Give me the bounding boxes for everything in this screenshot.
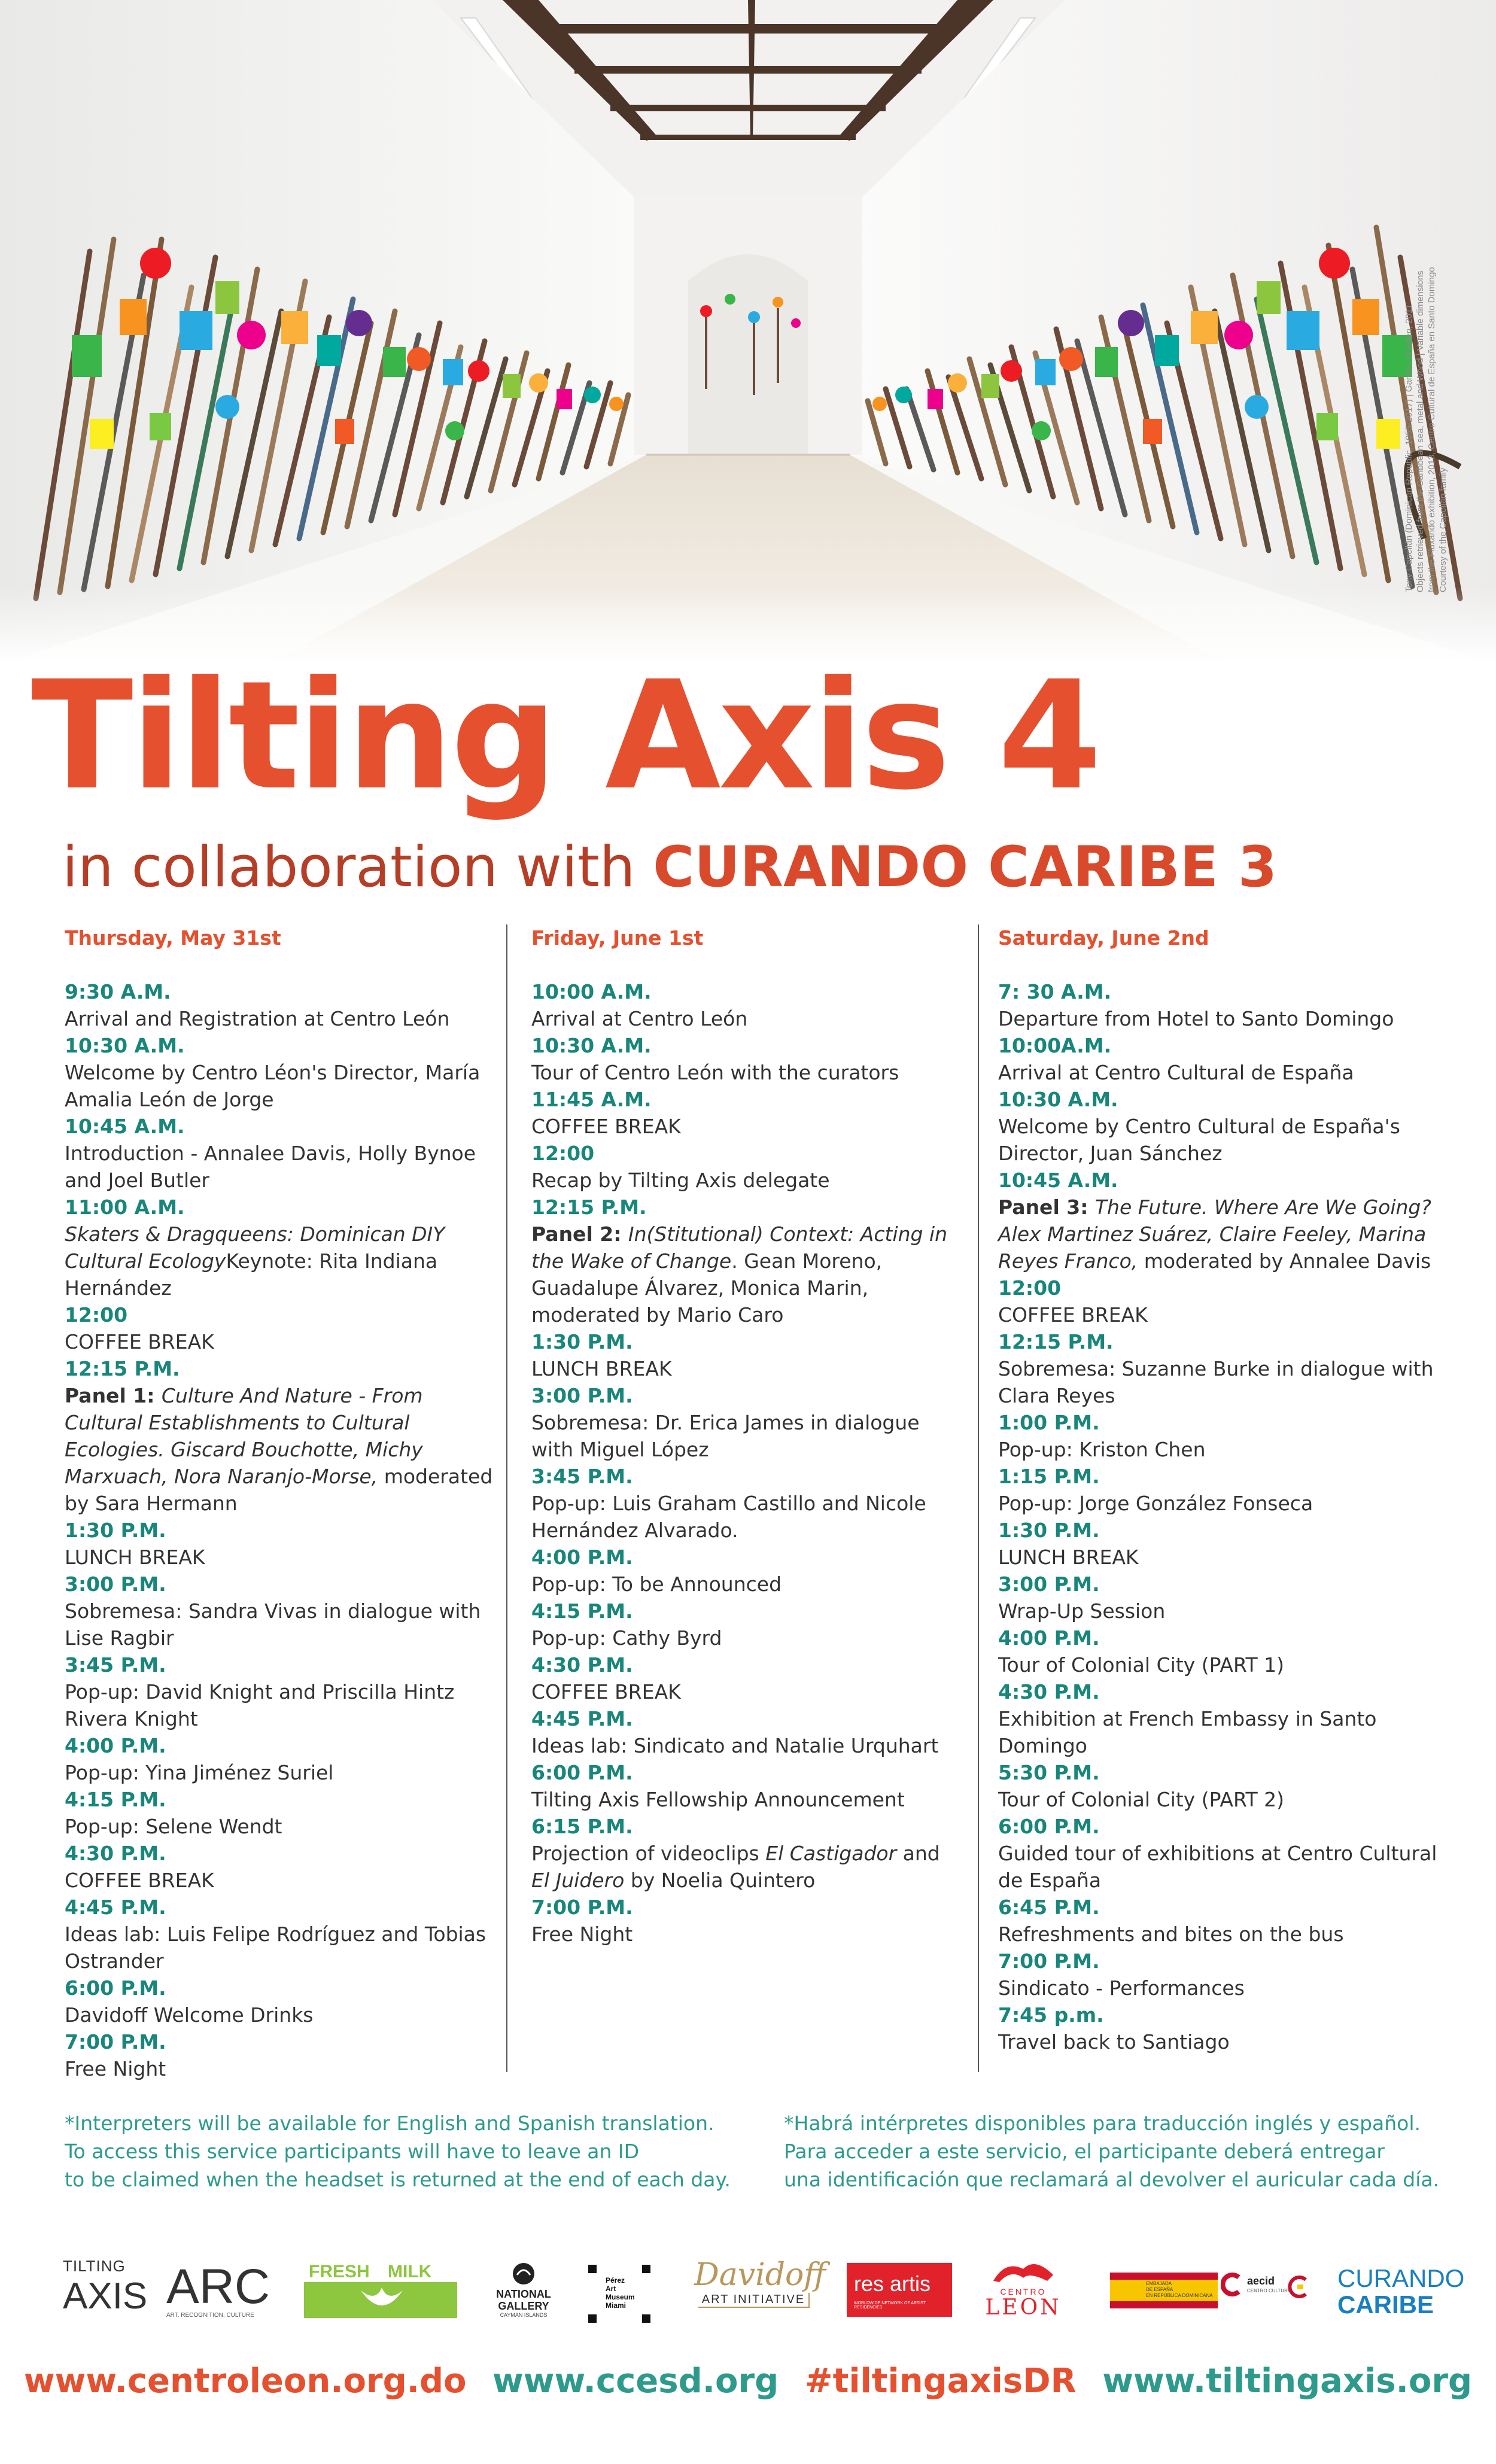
entry-description [998,1651,1441,1678]
entry-time: 10:30 A.M. [531,1034,652,1057]
entry-text: Pop-up: Yina Jiménez Suriel [65,1761,334,1784]
schedule-entry [65,1517,495,1571]
schedule-entry [998,1678,1441,1759]
entry-description [998,1544,1441,1571]
entry-time: 3:00 P.M. [531,1384,633,1407]
photo-credit [1403,54,1448,592]
photo-credit-line: from the Fluxando exhibition, 2013, Centro Cultural de España en Santo Domingo [1427,267,1437,592]
hero-photo [0,0,1496,664]
entry-text: Ideas lab: Luis Felipe Rodríguez and Tobias Ostrander [65,1922,486,1973]
lion-icon [987,2257,1059,2284]
entry-text: Free Night [65,2057,166,2080]
schedule-entry [531,1544,950,1598]
schedule-entry [998,1813,1441,1894]
logo-text: aecid [1247,2275,1275,2287]
entry-description [531,1059,950,1086]
entry-text: Welcome by Centro Léon's Director, María Amalia León de Jorge [65,1061,481,1111]
entry-description [531,1786,950,1813]
entry-text: Recap by Tilting Axis delegate [531,1169,830,1192]
logo-text: CENTRO [1000,2287,1047,2296]
entry-title: El Castigador [765,1842,897,1865]
entry-description [65,1328,495,1355]
entry-description [998,1059,1441,1086]
entry-text: Pop-up: Jorge González Fonseca [998,1492,1313,1515]
logo-text: AXIS [63,2276,148,2317]
entry-description [65,1678,495,1732]
entry-text: COFFEE BREAK [531,1115,681,1138]
entry-description [65,1382,495,1517]
entry-time: 1:15 P.M. [998,1465,1100,1488]
entry-time: 4:00 P.M. [998,1626,1100,1650]
entry-description [65,1005,495,1032]
entry-time: 1:30 P.M. [65,1519,166,1542]
logo-text: ARC [166,2259,270,2314]
entry-time: 1:30 P.M. [998,1519,1100,1542]
entry-time: 12:00 [531,1142,595,1165]
hashtag-tiltingaxisdr[interactable]: #tiltingaxisDR [804,2362,1077,2401]
entry-text: Pop-up: Selene Wendt [65,1815,282,1838]
logo-text: Pérez [606,2276,625,2284]
subtitle-prefix: in collaboration with [62,835,653,900]
entry-title: Skaters & Dragqueens: Dominican DIY Cultural Ecology [65,1222,445,1273]
entry-description [998,1490,1441,1517]
link-tiltingaxis[interactable]: www.tiltingaxis.org [1102,2362,1473,2401]
entry-description [531,1840,950,1894]
interpreter-note-es [784,2109,1439,2194]
schedule-entry [65,1571,495,1651]
gallery-emblem-icon [510,2262,537,2286]
entry-title: The Future. Where Are We Going? Alex Martinez Suárez, Claire Feeley, Marina Reyes Franco, [998,1196,1431,1273]
logo-text: Museum [606,2293,635,2301]
entry-description [998,1705,1441,1759]
entry-description [998,1436,1441,1463]
link-centroleon[interactable]: www.centroleon.org.do [23,2362,467,2401]
tilting-axis-logo [63,2257,147,2329]
entry-text: Guided tour of exhibitions at Centro Cultural de España [998,1842,1437,1892]
logo-text: DE ESPAÑA [1146,2287,1173,2292]
entry-time: 6:00 P.M. [65,1976,166,2000]
res-artis-logo [847,2263,952,2317]
entry-time: 3:45 P.M. [531,1465,633,1488]
schedule-entry [531,1086,950,1140]
entry-description [65,1059,495,1113]
entry-description [998,1194,1441,1274]
entry-title: Culture And Nature - From Cultural Establishments to Cultural Ecologies. Giscard Bouchotte, Michy Marxuach, Nora Naranjo-Morse, [65,1384,423,1488]
entry-time: 12:15 P.M. [531,1196,647,1219]
schedule-entry [998,1032,1441,1086]
logo-text: WORLDWIDE NETWORK OF ARTIST RESIDENCIES [854,2301,926,2310]
entry-description [531,1732,950,1759]
schedule-entry [531,978,950,1032]
fresh-milk-logo [304,2262,457,2318]
flag-band [1110,2273,1218,2280]
entry-text: Sobremesa: Sandra Vivas in dialogue with Lise Ragbir [65,1599,481,1650]
entry-time: 1:00 P.M. [998,1411,1100,1434]
entry-text: Pop-up: Luis Graham Castillo and Nicole Hernández Alvarado. [531,1492,926,1542]
centro-leon-logo [975,2257,1071,2329]
entry-time: 11:45 A.M. [531,1088,652,1111]
panel-label: Panel 3: [998,1196,1095,1219]
logo-text: FRESH [309,2262,370,2282]
day-heading: Friday, June 1st [531,926,704,950]
schedule-entry [998,1409,1441,1463]
entry-text: Arrival and Registration at Centro León [65,1007,450,1030]
entry-description [531,1571,950,1598]
entry-text: COFFEE BREAK [65,1330,214,1353]
entry-text: Tour of Centro León with the curators [531,1061,899,1084]
note-line: Para acceder a este servicio, el participante deberá entregar [784,2140,1385,2163]
entry-description [65,2055,495,2082]
entry-time: 5:30 P.M. [998,1761,1100,1784]
day-heading: Thursday, May 31st [65,926,281,950]
entry-description [531,1625,950,1651]
logo-text: EMBAJADA [1146,2281,1172,2286]
schedule-entry [998,1086,1441,1167]
schedule-entry [531,1705,950,1759]
column-divider [978,924,979,2072]
link-ccesd[interactable]: www.ccesd.org [492,2362,779,2401]
logo-text: ART. RECOGNITION. CULTURE [166,2312,254,2319]
schedule-entry [998,2001,1441,2055]
schedule-entry [998,1571,1441,1625]
entry-description [65,1759,495,1786]
entry-description [998,1301,1441,1328]
schedule-entry [998,1948,1441,2001]
entry-description [531,1113,950,1140]
panel-label: Panel 1: [65,1384,162,1407]
entry-text: Sindicato - Performances [998,1976,1245,2000]
davidoff-logo [694,2257,826,2329]
entry-text: LUNCH BREAK [998,1546,1139,1569]
entry-text: Davidoff Welcome Drinks [65,2003,314,2027]
entry-time: 7:00 P.M. [65,2030,166,2054]
logo-text: Davidoff [694,2257,826,2293]
national-gallery-logo [485,2262,562,2328]
schedule-entry [531,1328,950,1382]
logo-text: CURANDO [1337,2264,1465,2292]
entry-time: 11:00 A.M. [65,1196,185,1219]
schedule-entry [998,1463,1441,1517]
entry-text: Tour of Colonial City (PART 1) [998,1653,1285,1677]
entry-description [531,1490,950,1544]
entry-text: LUNCH BREAK [65,1546,205,1569]
entry-text: Projection of videoclips [531,1842,766,1865]
entry-text: Exhibition at French Embassy in Santo Domingo [998,1707,1377,1757]
ccesd-mark-icon [1288,2275,1312,2299]
entry-time: 6:00 P.M. [998,1815,1100,1838]
day-heading: Saturday, June 2nd [998,926,1209,950]
spain-embassy-logo [1110,2273,1218,2308]
entry-text: Pop-up: To be Announced [531,1572,782,1596]
entry-text: Arrival at Centro León [531,1007,748,1030]
logo-text: res artis [854,2271,931,2296]
note-line: To access this service participants will have to leave an ID [65,2140,640,2163]
entry-time: 4:30 P.M. [998,1680,1100,1703]
entry-time: 6:45 P.M. [998,1896,1100,1919]
schedule-entry [65,1301,495,1355]
entry-text: . Gean Moreno, Guadalupe Álvarez, Monica Marin, moderated by Mario Caro [531,1249,883,1327]
entry-title: In(Stitutional) Context: Acting in the Wake of Change [531,1222,948,1273]
panel-label: Panel 2: [531,1222,628,1246]
entry-title: El Juidero [531,1869,625,1892]
logo-text: NATIONAL [496,2288,551,2300]
note-line: una identificación que reclamará al devolver el auricular cada día. [784,2168,1440,2191]
schedule-entry [65,1651,495,1732]
note-line: *Habrá intérpretes disponibles para traducción inglés y español. [784,2112,1421,2135]
entry-time: 10:00A.M. [998,1034,1112,1057]
entry-time: 6:00 P.M. [531,1761,633,1784]
entry-text: LUNCH BREAK [531,1357,672,1380]
entry-description [531,1005,950,1032]
note-line: to be claimed when the headset is returned at the end of each day. [65,2168,731,2191]
entry-time: 4:00 P.M. [531,1546,633,1569]
entry-text: COFFEE BREAK [531,1680,681,1703]
entry-text: Refreshments and bites on the bus [998,1922,1344,1946]
logo-text: Miami [606,2301,627,2310]
schedule-entry [65,1113,495,1194]
schedule-entry [998,1167,1441,1274]
entry-description [531,1221,950,1328]
entry-description [998,1921,1441,1948]
photo-credit-line: Objects retrieved from the Caribbean sea, metal and Wood | Variable dimensions [1415,270,1425,592]
photo-credit-line: Courtesy of the Capellán family [1438,467,1448,592]
schedule-entry [531,1813,950,1894]
entry-description [531,1409,950,1463]
schedule-entry [531,1463,950,1544]
entry-description [998,1355,1441,1409]
schedule-entry [65,1355,495,1517]
entry-time: 4:45 P.M. [531,1707,633,1730]
entry-text: Free Night [531,1922,633,1946]
entry-time: 10:45 A.M. [65,1115,185,1138]
entry-time: 10:45 A.M. [998,1169,1118,1192]
entry-text: Tour of Colonial City (PART 2) [998,1788,1285,1811]
schedule-entry [65,1894,495,1975]
schedule-entry [65,1732,495,1786]
entry-description [65,1140,495,1194]
schedule-entry [998,1625,1441,1678]
entry-text: Sobremesa: Dr. Erica James in dialogue with Miguel López [531,1411,920,1461]
logo-text: TILTING [63,2257,126,2275]
logo-text: MILK [388,2262,432,2282]
event-subtitle [62,832,1277,904]
entry-description [531,1678,950,1705]
entry-description [65,2001,495,2028]
schedule-entry [998,1759,1441,1813]
entry-text: Pop-up: Cathy Byrd [531,1626,722,1650]
schedule-list [998,978,1441,2055]
entry-time: 12:15 P.M. [65,1357,180,1380]
entry-time: 7:00 P.M. [998,1949,1100,1973]
entry-description [998,1113,1441,1167]
entry-description [65,1921,495,1975]
entry-description [531,1167,950,1194]
logo-text: CARIBE [1337,2290,1434,2319]
milk-splash-icon [358,2284,406,2314]
schedule-entry [65,2028,495,2082]
schedule-entry [998,1328,1441,1409]
entry-time: 10:30 A.M. [65,1034,185,1057]
entry-time: 7:45 p.m. [998,2003,1104,2027]
logo-text: EN REPÚBLICA DOMINICANA [1146,2293,1213,2298]
schedule-entry [65,1032,495,1113]
schedule-entry [531,1598,950,1651]
schedule-entry [65,1194,495,1301]
entry-time: 4:30 P.M. [531,1653,633,1677]
footer-links [0,2357,1496,2405]
schedule-day3 [998,924,1441,2055]
schedule-entry [65,1786,495,1840]
entry-description [65,1813,495,1840]
schedule-day2 [531,924,950,1948]
entry-description [65,1544,495,1571]
entry-time: 4:45 P.M. [65,1896,166,1919]
entry-description [65,1221,495,1301]
entry-time: 4:30 P.M. [65,1842,166,1865]
entry-time: 4:15 P.M. [531,1599,633,1623]
entry-time: 3:45 P.M. [65,1653,166,1677]
entry-text: Welcome by Centro Cultural de España's Director, Juan Sánchez [998,1115,1400,1165]
schedule-entry [531,1651,950,1705]
schedule-entry [65,1840,495,1894]
schedule-entry [531,1194,950,1328]
entry-description [531,1921,950,1948]
entry-text: Wrap-Up Session [998,1599,1166,1623]
entry-description [998,2028,1441,2055]
entry-description [998,1975,1441,2001]
schedule-entry [998,1274,1441,1328]
schedule-list [531,978,950,1948]
entry-time: 7: 30 A.M. [998,980,1112,1003]
entry-text: Departure from Hotel to Santo Domingo [998,1007,1394,1030]
entry-time: 10:30 A.M. [998,1088,1118,1111]
entry-time: 6:15 P.M. [531,1815,633,1838]
entry-description [65,1867,495,1894]
aecid-logo [1221,2273,1316,2314]
subtitle-emphasis: CURANDO CARIBE 3 [653,835,1278,900]
logo-text: Art [606,2284,616,2293]
entry-time: 3:00 P.M. [65,1572,166,1596]
schedule-entry [531,1382,950,1463]
gallery-installation-image [0,0,1496,664]
schedule-list [65,978,495,2082]
entry-time: 4:15 P.M. [65,1788,166,1811]
column-divider [506,924,507,2072]
entry-time: 7:00 P.M. [531,1896,633,1919]
entry-description [998,1598,1441,1625]
schedule-entry [531,1894,950,1948]
schedule-entry [998,1517,1441,1571]
interpreter-note-en [65,2109,731,2194]
schedule-entry [998,1894,1441,1948]
entry-text: COFFEE BREAK [998,1303,1148,1327]
entry-text: Pop-up: Kriston Chen [998,1438,1206,1461]
logo-text: ART INITIATIVE [698,2293,810,2308]
entry-text: COFFEE BREAK [65,1869,214,1892]
entry-time: 12:00 [65,1303,128,1327]
entry-text: Travel back to Santiago [998,2030,1230,2054]
entry-time: 1:30 P.M. [531,1330,633,1353]
event-title: Tilting Axis 4 [31,649,1100,823]
photo-credit-line: Tony Capellán (Dominican Republic, 1955-2017) | Garden of Eden, 2011 [1404,304,1414,592]
entry-description [998,1840,1441,1894]
entry-text: Introduction - Annalee Davis, Holly Bynoe and Joel Butler [65,1142,476,1192]
logo-text: LEON [985,2295,1062,2320]
entry-text: Tilting Axis Fellowship Announcement [531,1788,905,1811]
entry-text: by Noelia Quintero [624,1869,816,1892]
entry-time: 10:00 A.M. [531,980,652,1003]
entry-description [531,1355,950,1382]
schedule-entry [998,978,1441,1032]
entry-text: moderated by Sara Hermann [65,1465,493,1515]
logo-text: CAYMAN ISLANDS [500,2312,548,2318]
entry-time: 3:00 P.M. [998,1572,1100,1596]
flag-band [1110,2301,1218,2308]
schedule-entry [65,1975,495,2028]
entry-text: Keynote: Rita Indiana Hernández [65,1249,438,1300]
schedule-entry [531,1759,950,1813]
entry-text: moderated by Annalee Davis [1138,1249,1431,1273]
schedule-entry [65,978,495,1032]
curando-caribe-logo [1337,2264,1465,2325]
arc-logo [166,2259,280,2328]
schedule-entry [531,1032,950,1086]
entry-text: Arrival at Centro Cultural de España [998,1061,1354,1084]
entry-time: 12:00 [998,1276,1062,1300]
partner-logos [0,2244,1496,2340]
entry-description [998,1005,1441,1032]
schedule-day1 [65,924,495,2082]
entry-description [65,1598,495,1651]
entry-time: 12:15 P.M. [998,1330,1114,1353]
pamm-logo [585,2262,657,2328]
aecid-mark-icon [1221,2273,1245,2296]
entry-text: Pop-up: David Knight and Priscilla Hintz Rivera Knight [65,1680,455,1730]
entry-text: Ideas lab: Sindicato and Natalie Urquhart [531,1734,939,1757]
schedule-entry [531,1140,950,1194]
note-line: *Interpreters will be available for English and Spanish translation. [65,2112,714,2135]
entry-text: and [896,1842,940,1865]
logo-text: CENTRO CULTURAL [1247,2288,1294,2293]
entry-description [998,1786,1441,1813]
entry-time: 9:30 A.M. [65,980,171,1003]
entry-text: Sobremesa: Suzanne Burke in dialogue with Clara Reyes [998,1357,1434,1407]
logo-text: GALLERY [498,2300,549,2312]
entry-time: 4:00 P.M. [65,1734,166,1757]
